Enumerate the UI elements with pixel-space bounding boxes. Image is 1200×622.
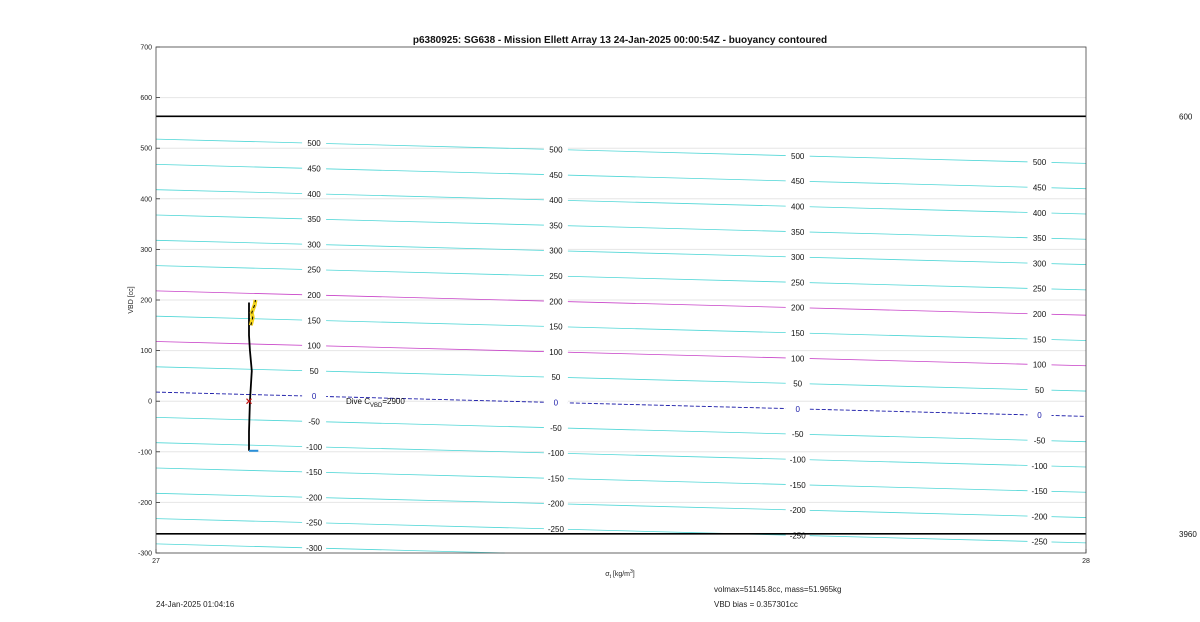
contour-label: 200 — [791, 303, 805, 313]
contour-line — [156, 493, 1086, 517]
contour-label: 450 — [791, 177, 805, 187]
y-tick-label: 500 — [140, 145, 152, 153]
footer-volmax: volmax=51145.8cc, mass=51.965kg — [714, 585, 842, 594]
contour-lines — [156, 139, 1086, 553]
contour-label: -250 — [547, 525, 564, 535]
dive-annotation-text — [346, 397, 405, 409]
contour-label: 250 — [1032, 284, 1047, 294]
x-tick-label: 28 — [1082, 558, 1090, 565]
contour-label: -50 — [308, 417, 320, 427]
contour-line — [156, 164, 1086, 188]
contour-label: 500 — [791, 151, 805, 161]
contour-line — [156, 190, 1086, 214]
dive-annotation-tail: =2900 — [382, 397, 405, 407]
y-tick-label: 100 — [140, 348, 152, 356]
axes — [138, 45, 1090, 566]
y-tick-label: -100 — [137, 449, 152, 457]
contour-line — [156, 367, 1086, 391]
contour-label: 300 — [307, 240, 321, 250]
contour-label: -250 — [306, 518, 323, 528]
contour-label: 200 — [549, 297, 563, 307]
contour-label: -250 — [1031, 537, 1048, 547]
contour-label: 300 — [791, 253, 805, 263]
contour-label: 150 — [791, 328, 805, 338]
contour-label: 0 — [311, 392, 317, 402]
contour-label: 400 — [791, 202, 805, 212]
contour-label: 50 — [551, 373, 561, 383]
contour-label: -200 — [306, 493, 323, 503]
contour-label: 350 — [549, 221, 563, 231]
contour-label: 50 — [793, 379, 803, 389]
contour-label: 150 — [307, 316, 321, 326]
contour-line — [156, 341, 1086, 365]
contour-label: -200 — [789, 506, 806, 516]
contour-line — [156, 392, 1086, 416]
contour-line — [156, 291, 1086, 315]
footer-timestamp: 24-Jan-2025 01:04:16 — [156, 600, 235, 609]
contour-label: 400 — [1032, 208, 1047, 218]
contour-line — [156, 266, 1086, 290]
contour-line — [156, 417, 1086, 441]
contour-line — [156, 443, 1086, 467]
x-tick-label: 27 — [152, 558, 160, 565]
x-axis-label — [605, 569, 635, 580]
contour-line — [156, 468, 1086, 492]
contour-labels — [302, 138, 1051, 553]
contour-line — [156, 519, 1086, 543]
contour-label: 450 — [1032, 183, 1047, 193]
x-axis-label-unit-sup: 3 — [630, 569, 633, 575]
contour-label: 250 — [307, 265, 321, 275]
contour-label: 100 — [549, 347, 563, 357]
contour-line — [156, 544, 505, 553]
contour-label: -250 — [789, 531, 806, 541]
limit-line-label: 3960 — [1179, 529, 1197, 539]
contour-line — [156, 240, 1086, 264]
contour-label: -100 — [547, 449, 564, 459]
dive-trace — [247, 300, 259, 451]
contour-label: 300 — [549, 246, 563, 256]
contour-label: 200 — [307, 291, 321, 301]
y-tick-label: 0 — [148, 398, 152, 406]
contour-label: -200 — [547, 499, 564, 509]
contour-label: -100 — [306, 442, 323, 452]
y-tick-label: 400 — [140, 196, 152, 204]
chart-title: p6380925: SG638 - Mission Ellett Array 13 24-Jan-2025 00:00:54Z - buoyancy contoured — [412, 35, 828, 46]
contour-label: 50 — [309, 366, 319, 376]
x-axis-label-sub: t — [609, 574, 611, 580]
contour-label: -300 — [306, 544, 323, 554]
contour-label: 500 — [549, 145, 563, 155]
y-tick-label: 200 — [140, 297, 152, 305]
contour-label: 200 — [1032, 309, 1047, 319]
contour-label: 100 — [1032, 360, 1047, 370]
contour-label: 100 — [791, 354, 805, 364]
y-tick-label: 700 — [140, 44, 152, 52]
contour-label: -50 — [1033, 436, 1046, 446]
x-axis-label-unit: [kg/m — [610, 571, 631, 578]
contour-line — [156, 316, 1086, 340]
footer-vbd-bias: VBD bias = 0.357301cc — [714, 600, 798, 609]
contour-label: 250 — [791, 278, 805, 288]
contour-label: 450 — [307, 164, 321, 174]
y-axis-label: VBD [cc] — [128, 286, 135, 314]
contour-label: -200 — [1031, 512, 1048, 522]
contour-label: 350 — [1032, 234, 1047, 244]
contour-label: 450 — [549, 170, 563, 180]
contour-label: 250 — [549, 272, 563, 282]
x-axis-label-unit-close: ] — [632, 571, 635, 578]
contour-label: 150 — [549, 322, 563, 332]
y-tick-label: 300 — [140, 246, 152, 254]
contour-label: 0 — [1037, 411, 1042, 421]
contour-label: -150 — [547, 474, 564, 484]
dive-annotation — [346, 397, 405, 409]
grid-lines — [156, 47, 1086, 553]
contour-label: 300 — [1032, 259, 1047, 269]
limit-line-label: 600 — [1179, 112, 1193, 122]
contour-label: -50 — [791, 430, 804, 440]
y-tick-label: -300 — [137, 550, 152, 558]
x-axis-label-symbol: σ — [605, 571, 610, 578]
contour-label: -50 — [550, 423, 562, 433]
contour-label: 50 — [1035, 385, 1044, 395]
y-tick-label: 600 — [140, 95, 152, 103]
contour-label: 500 — [1032, 158, 1047, 168]
contour-label: -100 — [1031, 461, 1048, 471]
contour-label: 500 — [307, 139, 321, 149]
contour-line — [156, 215, 1086, 239]
contour-label: -150 — [1031, 487, 1048, 497]
dive-annotation-main: Dive C — [346, 397, 371, 407]
contour-label: 350 — [307, 215, 321, 225]
contour-label: 400 — [307, 189, 321, 199]
contour-label: -150 — [789, 480, 806, 490]
contour-label: 100 — [307, 341, 321, 351]
y-tick-label: -200 — [137, 499, 152, 507]
contour-label: 350 — [791, 227, 805, 237]
contour-label: 150 — [1032, 335, 1047, 345]
contour-label: -150 — [306, 468, 323, 478]
contour-line — [156, 139, 1086, 163]
contour-label: -100 — [789, 455, 806, 465]
contour-label: 400 — [549, 196, 563, 206]
contour-label: 0 — [795, 404, 800, 414]
dive-annotation-sub: VBD — [370, 403, 383, 410]
contour-label: 0 — [553, 398, 559, 408]
